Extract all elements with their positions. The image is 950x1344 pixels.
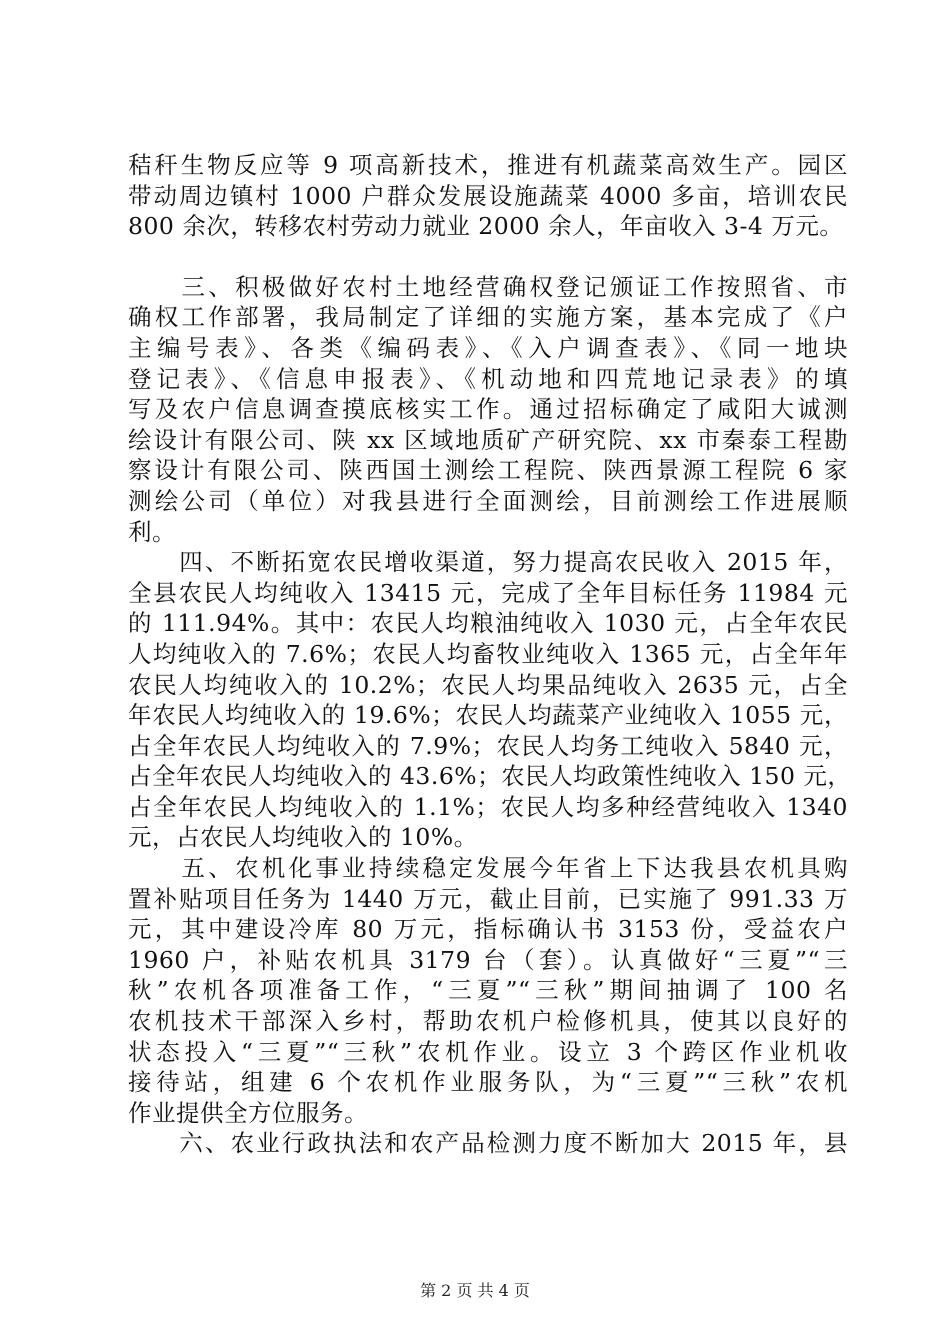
text-line: 元，占农民人均纯收入的 10%。 bbox=[128, 823, 478, 852]
text-line: 察设计有限公司、陕西国土测绘工程院、陕西景源工程院 6 家 bbox=[128, 456, 848, 485]
text-line: 写及农户信息调查摸底核实工作。通过招标确定了咸阳大诚测 bbox=[128, 395, 848, 424]
paragraph-gap bbox=[128, 242, 848, 272]
text-line: 四、不断拓宽农民增收渠道，努力提高农民收入 2015 年， bbox=[128, 548, 848, 577]
text-line: 秋”农机各项准备工作，“三夏”“三秋”期间抽调了 100 名 bbox=[128, 976, 848, 1005]
text-line: 农民人均纯收入的 10.2%；农民人均果品纯收入 2635 元，占全 bbox=[128, 670, 848, 699]
text-line: 全县农民人均纯收入 13415 元，完成了全年目标任务 11984 元 bbox=[128, 578, 848, 607]
text-line: 状态投入“三夏”“三秋”农机作业。设立 3 个跨区作业机收 bbox=[128, 1037, 848, 1066]
text-line: 1960 户，补贴农机具 3179 台（套）。认真做好“三夏”“三 bbox=[128, 945, 848, 974]
text-line: 利。 bbox=[128, 517, 176, 546]
text-line: 元，其中建设冷库 80 万元，指标确认书 3153 份，受益农户 bbox=[128, 915, 848, 944]
paragraph-section-4 bbox=[128, 547, 852, 853]
text-line: 带动周边镇村 1000 户群众发展设施蔬菜 4000 多亩，培训农民 bbox=[128, 181, 848, 210]
text-line: 年农民人均纯收入的 19.6%；农民人均蔬菜产业纯收入 1055 元， bbox=[128, 701, 848, 730]
text-line: 作业提供全方位服务。 bbox=[128, 1098, 368, 1127]
text-line: 秸秆生物反应等 9 项高新技术，推进有机蔬菜高效生产。园区 bbox=[128, 151, 848, 179]
text-line: 占全年农民人均纯收入的 7.9%；农民人均务工纯收入 5840 元， bbox=[128, 731, 848, 760]
page-number-footer: 第 2 页 共 4 页 bbox=[420, 1281, 530, 1300]
text-line: 五、农机化事业持续稳定发展今年省上下达我县农机具购 bbox=[128, 854, 848, 883]
paragraph-continuation bbox=[128, 150, 848, 242]
text-line: 的 111.94%。其中：农民人均粮油纯收入 1030 元，占全年农民 bbox=[128, 609, 848, 638]
text-line: 绘设计有限公司、陕 xx 区域地质矿产研究院、xx 市秦泰工程勘 bbox=[128, 425, 848, 454]
text-line: 测绘公司（单位）对我县进行全面测绘，目前测绘工作进展顺 bbox=[128, 486, 848, 515]
text-line: 三、积极做好农村土地经营确权登记颁证工作按照省、市 bbox=[128, 272, 848, 301]
text-line: 确权工作部署，我局制定了详细的实施方案，基本完成了《户 bbox=[128, 303, 848, 332]
text-line: 占全年农民人均纯收入的 43.6%；农民人均政策性纯收入 150 元， bbox=[128, 762, 852, 791]
text-line: 人均纯收入的 7.6%；农民人均畜牧业纯收入 1365 元，占全年年 bbox=[128, 639, 848, 668]
paragraph-section-6 bbox=[128, 1128, 848, 1159]
text-line: 主编号表》、各类《编码表》、《入户调查表》、《同一地块 bbox=[128, 333, 848, 362]
text-line: 占全年农民人均纯收入的 1.1%；农民人均多种经营纯收入 1340 bbox=[128, 792, 848, 821]
paragraph-section-3 bbox=[128, 272, 848, 547]
text-line: 六、农业行政执法和农产品检测力度不断加大 2015 年，县 bbox=[128, 1129, 848, 1158]
text-line: 农机技术干部深入乡村，帮助农机户检修机具，使其以良好的 bbox=[128, 1007, 848, 1036]
text-line: 置补贴项目任务为 1440 万元，截止目前，已实施了 991.33 万 bbox=[128, 884, 848, 913]
text-line: 接待站，组建 6 个农机作业服务队，为“三夏”“三秋”农机 bbox=[128, 1068, 848, 1097]
paragraph-section-5 bbox=[128, 853, 848, 1128]
text-line: 登记表》、《信息申报表》、《机动地和四荒地记录表》的填 bbox=[128, 364, 848, 393]
text-line: 800 余次，转移农村劳动力就业 2000 余人，年亩收入 3-4 万元。 bbox=[128, 212, 844, 241]
document-body bbox=[128, 150, 852, 1159]
